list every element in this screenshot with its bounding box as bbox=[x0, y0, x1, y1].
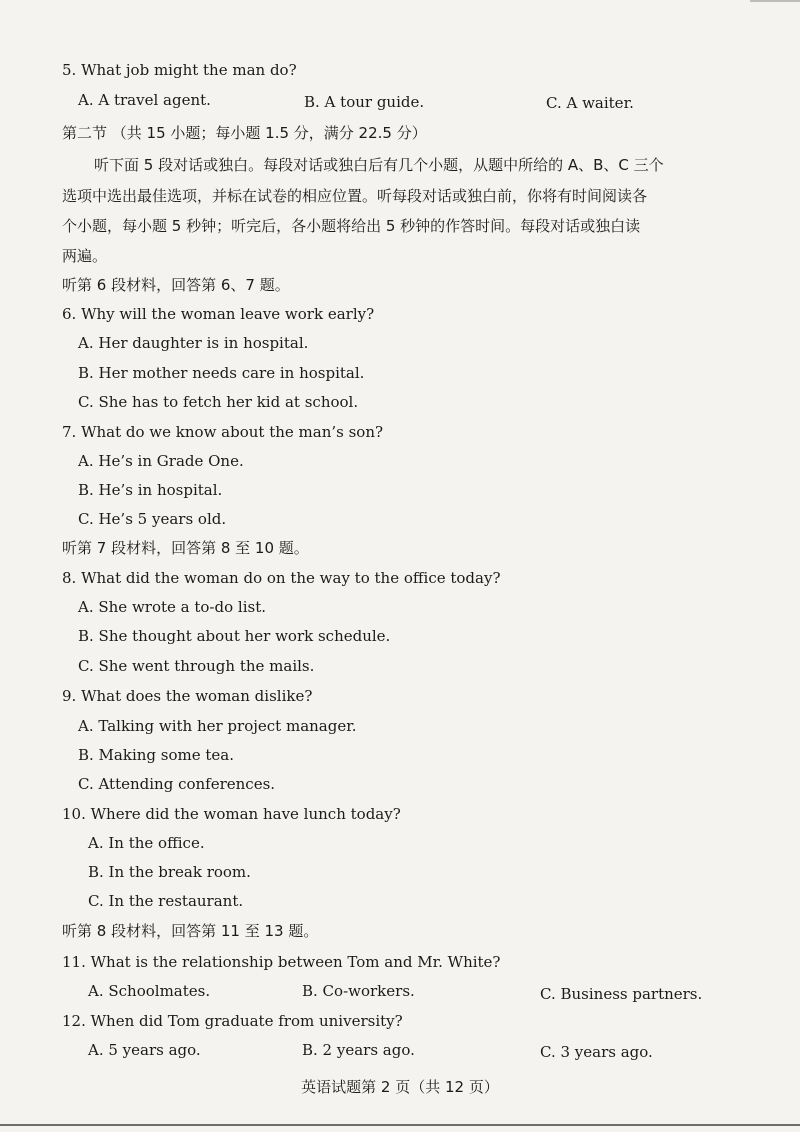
question-9-option-b: B. Making some tea. bbox=[78, 746, 234, 764]
question-11-stem: 11. What is the relationship between Tom and Mr. White? bbox=[62, 953, 501, 971]
scan-edge-bottom bbox=[0, 1124, 800, 1126]
question-5-option-b: B. A tour guide. bbox=[304, 93, 425, 111]
scan-edge-top bbox=[750, 0, 800, 2]
section-2-instructions-line-4: 两遍。 bbox=[62, 247, 108, 265]
question-10-stem: 10. Where did the woman have lunch today? bbox=[62, 805, 401, 823]
question-7-option-a: A. He’s in Grade One. bbox=[78, 452, 244, 470]
question-7-option-b: B. He’s in hospital. bbox=[78, 481, 223, 499]
question-9-stem: 9. What does the woman dislike? bbox=[62, 687, 313, 705]
section-2-instructions-line-3: 个小题，每小题 5 秒钟；听完后，各小题将给出 5 秒钟的作答时间。每段对话或独白读 bbox=[62, 217, 641, 235]
question-7-option-c: C. He’s 5 years old. bbox=[78, 510, 227, 528]
question-10-option-a: A. In the office. bbox=[88, 834, 205, 852]
material-8-heading: 听第 8 段材料，回答第 11 至 13 题。 bbox=[62, 922, 319, 940]
question-10-option-b: B. In the break room. bbox=[88, 863, 251, 881]
bleed-through bbox=[410, 262, 670, 281]
question-9-option-c: C. Attending conferences. bbox=[78, 775, 276, 793]
question-6-option-a: A. Her daughter is in hospital. bbox=[78, 334, 309, 352]
question-11-option-b: B. Co-workers. bbox=[302, 982, 415, 1000]
question-12-stem: 12. When did Tom graduate from university? bbox=[62, 1012, 403, 1030]
question-5-stem: 5. What job might the man do? bbox=[62, 61, 297, 79]
question-12-option-a: A. 5 years ago. bbox=[88, 1041, 201, 1059]
question-5-option-a: A. A travel agent. bbox=[78, 91, 211, 109]
question-7-stem: 7. What do we know about the man’s son? bbox=[62, 423, 384, 441]
question-8-option-a: A. She wrote a to-do list. bbox=[78, 598, 266, 616]
section-2-instructions-line-1: 听下面 5 段对话或独白。每段对话或独白后有几个小题，从题中所给的 A、B、C 三个 bbox=[94, 156, 664, 174]
question-12-option-b: B. 2 years ago. bbox=[302, 1041, 415, 1059]
section-2-instructions-line-2: 选项中选出最佳选项，并标在试卷的相应位置。听每段对话或独白前，你将有时间阅读各 bbox=[62, 187, 648, 205]
question-8-stem: 8. What did the woman do on the way to the office today? bbox=[62, 569, 501, 587]
question-5-option-c: C. A waiter. bbox=[546, 94, 634, 112]
question-12-option-c: C. 3 years ago. bbox=[540, 1043, 653, 1061]
question-9-option-a: A. Talking with her project manager. bbox=[78, 717, 357, 735]
question-6-option-c: C. She has to fetch her kid at school. bbox=[78, 393, 359, 411]
question-11-option-c: C. Business partners. bbox=[540, 985, 703, 1003]
question-8-option-b: B. She thought about her work schedule. bbox=[78, 627, 391, 645]
material-7-heading: 听第 7 段材料，回答第 8 至 10 题。 bbox=[62, 539, 309, 557]
question-6-option-b: B. Her mother needs care in hospital. bbox=[78, 364, 365, 382]
question-10-option-c: C. In the restaurant. bbox=[88, 892, 244, 910]
question-6-stem: 6. Why will the woman leave work early? bbox=[62, 305, 375, 323]
section-2-heading: 第二节 （共 15 小题；每小题 1.5 分，满分 22.5 分） bbox=[62, 124, 427, 142]
material-6-heading: 听第 6 段材料，回答第 6、7 题。 bbox=[62, 276, 290, 294]
question-11-option-a: A. Schoolmates. bbox=[88, 982, 211, 1000]
page-footer: 英语试题第 2 页（共 12 页） bbox=[301, 1078, 499, 1096]
question-8-option-c: C. She went through the mails. bbox=[78, 657, 315, 675]
